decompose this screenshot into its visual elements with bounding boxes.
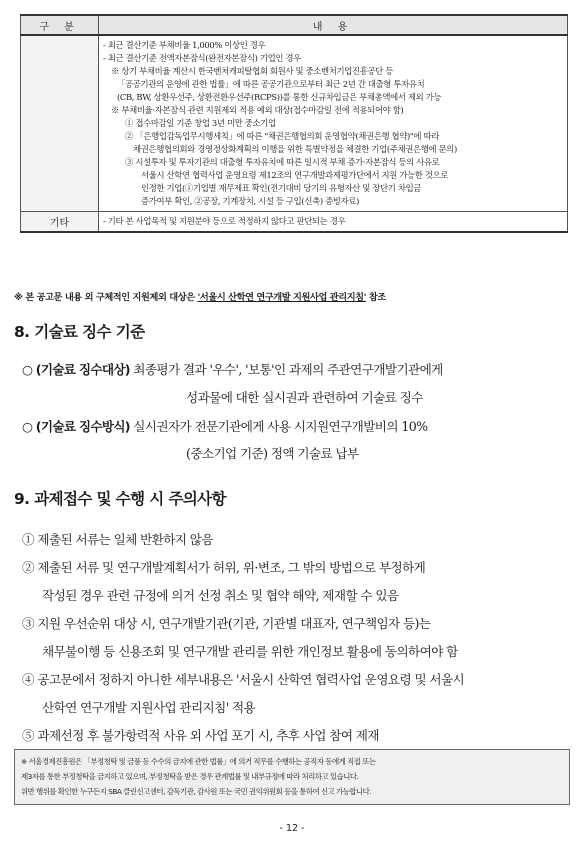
section-8-title: 8. 기술료 징수 기준 — [14, 323, 145, 341]
content-line: 채권은행협의회와 경영정상화계획의 이행을 위한 특별약정을 체결한 기업(주채권은행에 문의) — [133, 144, 457, 154]
row-label-other: 기타 — [21, 212, 99, 233]
section-8-item-target-cont: 성과물에 대한 실시권과 관련하여 기술료 징수 — [186, 390, 423, 405]
content-line: - 최근 결산기준 전액자본잠식(완전자본잠식) 기업인 경우 — [103, 53, 301, 63]
item-text: 실시권자가 전문기관에게 사용 시지원연구개발비의 10% — [133, 419, 428, 434]
notice-line: 위반 행위를 확인한 누구든지 SBA 클린신고센터, 감독기관, 감사원 또는 국민 권익위원회 등을 통하여 신고 가능합니다. — [21, 787, 372, 796]
item-text: 최종평가 결과 '우수', '보통'인 과제의 주관연구개발기관에게 — [133, 362, 443, 377]
row-label-empty — [21, 35, 99, 212]
content-line: ③ 시설투자 및 투자기관의 대출형 투자유치에 따른 일시적 부채 증가·자본잠식 등의 사유로 — [125, 157, 440, 167]
section-8-item-method — [22, 416, 428, 435]
page-number: - 12 - — [279, 823, 305, 834]
anti-corruption-notice — [14, 749, 570, 805]
note-guideline-ref: '서울시 산학연 연구개발 지원사업 관리지침' — [197, 292, 367, 303]
exclusion-criteria-table — [20, 14, 568, 233]
content-line: 「공공기관의 운영에 관한 법률」에 따른 공공기관으로부터 최근 2년 간 대출형 투자유치 — [117, 79, 425, 89]
content-line: ① 접수마감일 기준 창업 3년 미만 중소기업 — [125, 118, 276, 128]
caution-item-4: ④ 공고문에서 정하지 아니한 세부내용은 '서울시 산학연 협력사업 운영요령 및 서울시 — [22, 672, 465, 687]
note-suffix: 참조 — [366, 292, 386, 303]
caution-item-4-cont: 산학연 연구개발 지원사업 관리지침' 적용 — [42, 700, 256, 715]
section-9-title: 9. 과제접수 및 수행 시 주의사항 — [14, 490, 226, 508]
caution-item-3: ③ 지원 우선순위 대상 시, 연구개발기관(기관, 기관별 대표자, 연구책임자 등)는 — [22, 616, 431, 631]
caution-item-2: ② 제출된 서류 및 연구개발계획서가 허위, 위·변조, 그 밖의 방법으로 부정하게 — [22, 560, 426, 575]
note-prefix: ※ 본 공고문 내용 외 구체적인 지원제외 대상은 — [14, 292, 198, 303]
content-line: 인정한 기업(①기업별 재무제표 확인(전기대비 당기의 유형자산 및 장단기 차입금 — [141, 183, 422, 193]
content-line: 증가여부 확인, ②공장, 기계장치, 시설 등 구입(신축) 증빙자료) — [141, 196, 359, 206]
table-row — [21, 212, 568, 233]
caution-item-1: ① 제출된 서류는 일체 반환하지 않음 — [22, 532, 213, 547]
section-8-item-method-cont: (중소기업 기준) 정액 기술료 납부 — [186, 446, 359, 461]
header-category: 구 분 — [21, 15, 99, 35]
reference-note — [14, 289, 386, 303]
notice-line: 제3자를 통한 부정청탁을 금지하고 있으며, 부정청탁을 받은 경우 관계법률 및 내부규정에 따라 처리하고 있습니다. — [21, 772, 359, 781]
bullet: ○ — [22, 362, 33, 377]
section-8-item-target — [22, 359, 443, 378]
content-line: ※ 부채비율·자본잠식 관련 지원제외 적용 예외 대상(접수마감일 전에 적용되어야 함) — [111, 105, 404, 115]
content-line: - 최근 결산기준 부채비율 1,000% 이상인 경우 — [103, 40, 266, 50]
content-line: ② 「은행업감독업무시행세칙」에 따른 "채권은행협의회 운영협약(채권은행 협약)"에 따라 — [125, 131, 439, 141]
row-content: - 기타 본 사업목적 및 지원분야 등으로 적정하지 않다고 판단되는 경우 — [99, 212, 568, 233]
item-label: (기술료 징수대상) — [35, 362, 130, 377]
header-content: 내 용 — [99, 15, 568, 35]
row-content — [99, 35, 568, 212]
item-label: (기술료 징수방식) — [35, 419, 130, 434]
caution-item-3-cont: 채무불이행 등 신용조회 및 연구개발 관리를 위한 개인정보 활용에 동의하여야 함 — [42, 644, 458, 659]
content-line: (CB, BW, 상환우선주, 상환전환우선주(RCPS))를 통한 신규차입금은 부채총액에서 제외 가능 — [117, 92, 442, 102]
content-line: ※ 상기 부채비율 계산시 한국벤처캐피탈협회 회원사 및 중소벤처기업진흥공단 등 — [111, 66, 393, 76]
caution-item-5: ⑤ 과제선정 후 불가항력적 사유 외 사업 포기 시, 추후 사업 참여 제재 — [22, 728, 379, 743]
caution-item-2-cont: 작성된 경우 관련 규정에 의거 선정 취소 및 협약 해약, 제재할 수 있음 — [42, 588, 399, 603]
table-header-row — [21, 15, 568, 35]
notice-line: ※ 서울경제진흥원은 「부정청탁 및 금품 등 수수의 금지에 관한 법률」에 의거 직무를 수행하는 공직자 등에게 직접 또는 — [21, 757, 376, 766]
table-row — [21, 35, 568, 212]
content-line: 서울시 산학연 협력사업 운영요령 제12조의 연구개발과제평가단에서 지원 가능한 것으로 — [141, 170, 449, 180]
bullet: ○ — [22, 419, 33, 434]
